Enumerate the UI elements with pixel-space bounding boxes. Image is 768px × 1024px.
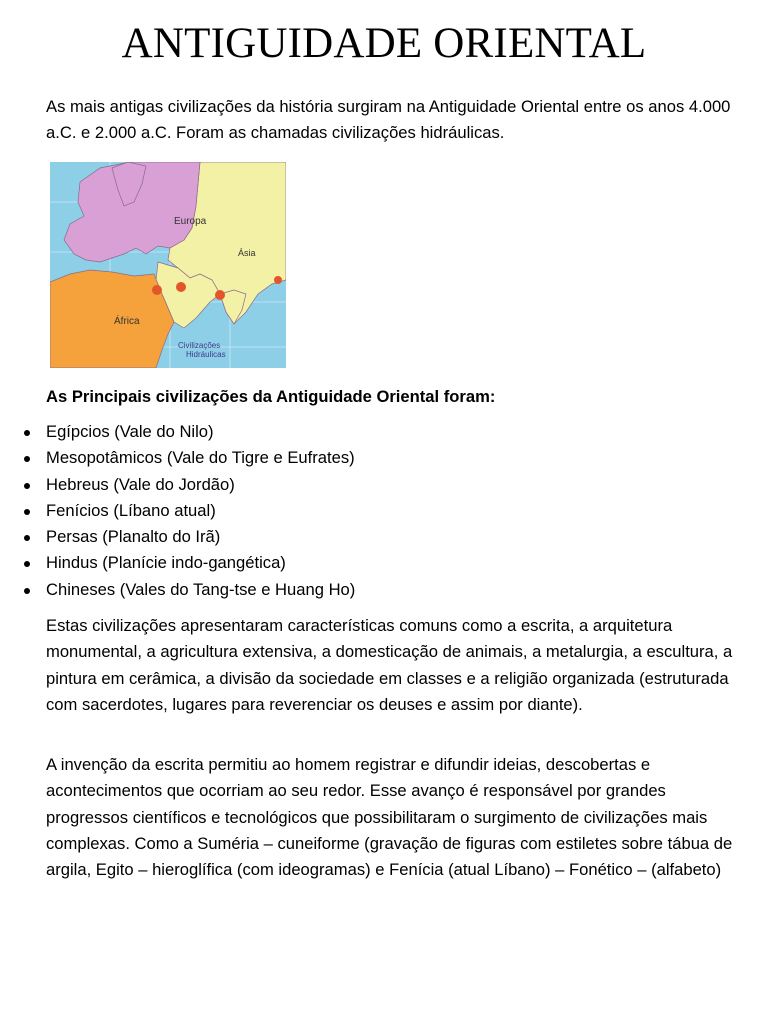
list-item: [0, 550, 355, 576]
list-item-text: Hebreus (Vale do Jordão): [46, 474, 235, 494]
marker-china: [274, 276, 282, 284]
page-title: ANTIGUIDADE ORIENTAL: [121, 20, 647, 67]
map-label-europa: Europa: [174, 216, 207, 227]
list-item: [0, 445, 355, 471]
list-item: [0, 419, 355, 445]
list-item: [0, 498, 355, 524]
characteristics-paragraph: Estas civilizações apresentaram características comuns como a escrita, a arquitetura monumental, a agricultura extensiva, a domesticação de animais, a metalurgia, a escultura, a pintura em cerâmica, a divisão da sociedade em classes e a religião organizada (estruturada com sacerdotes, lugares para reverenciar os deuses e assim por diante).: [46, 616, 733, 714]
bullet-icon: [24, 509, 30, 515]
bullet-icon: [24, 483, 30, 489]
civilizations-heading: As Principais civilizações da Antiguidade Oriental foram:: [46, 387, 496, 406]
list-item: [0, 524, 355, 550]
bullet-icon: [24, 561, 30, 567]
marker-india: [215, 290, 225, 300]
hydraulic-civilizations-map: [50, 162, 286, 368]
list-item-text: Fenícios (Líbano atual): [46, 500, 216, 520]
map-legend-line2: Hidráulicas: [186, 350, 226, 359]
map-label-asia: Ásia: [238, 248, 256, 258]
civilizations-list: [0, 419, 355, 603]
list-item-text: Hindus (Planície indo-gangética): [46, 553, 286, 573]
writing-paragraph: A invenção da escrita permitiu ao homem registrar e difundir ideias, descobertas e acontecimentos que ocorriam ao seu redor. Esse avanço é responsável por grandes progressos científicos e tecnológicos que possibilitaram o surgimento de civilizações mais complexas. Como a Suméria – cuneiforme (gravação de figuras com estiletes sobre tábua de argila, Egito – hieroglífica (com ideogramas) e Fenícia (atual Líbano) – Fonético – (alfabeto): [46, 755, 733, 880]
marker-mesopotamia: [176, 282, 186, 292]
list-item-text: Persas (Planalto do Irã): [46, 527, 221, 547]
bullet-icon: [24, 535, 30, 541]
list-item-text: Mesopotâmicos (Vale do Tigre e Eufrates): [46, 448, 355, 468]
map-label-africa: África: [114, 316, 140, 327]
bullet-icon: [24, 456, 30, 462]
intro-paragraph: As mais antigas civilizações da história surgiram na Antiguidade Oriental entre os anos 4.000 a.C. e 2.000 a.C. Foram as chamadas civilizações hidráulicas.: [46, 97, 731, 143]
bullet-icon: [24, 588, 30, 594]
list-item: [0, 472, 355, 498]
map-image: [50, 162, 286, 368]
list-item-text: Chineses (Vales do Tang-tse e Huang Ho): [46, 579, 356, 599]
list-item: [0, 577, 355, 603]
map-region-africa: [50, 270, 174, 368]
bullet-icon: [24, 430, 30, 436]
list-item-text: Egípcios (Vale do Nilo): [46, 422, 214, 441]
map-legend-line1: Civilizações: [178, 341, 221, 350]
marker-egypt: [152, 285, 162, 295]
